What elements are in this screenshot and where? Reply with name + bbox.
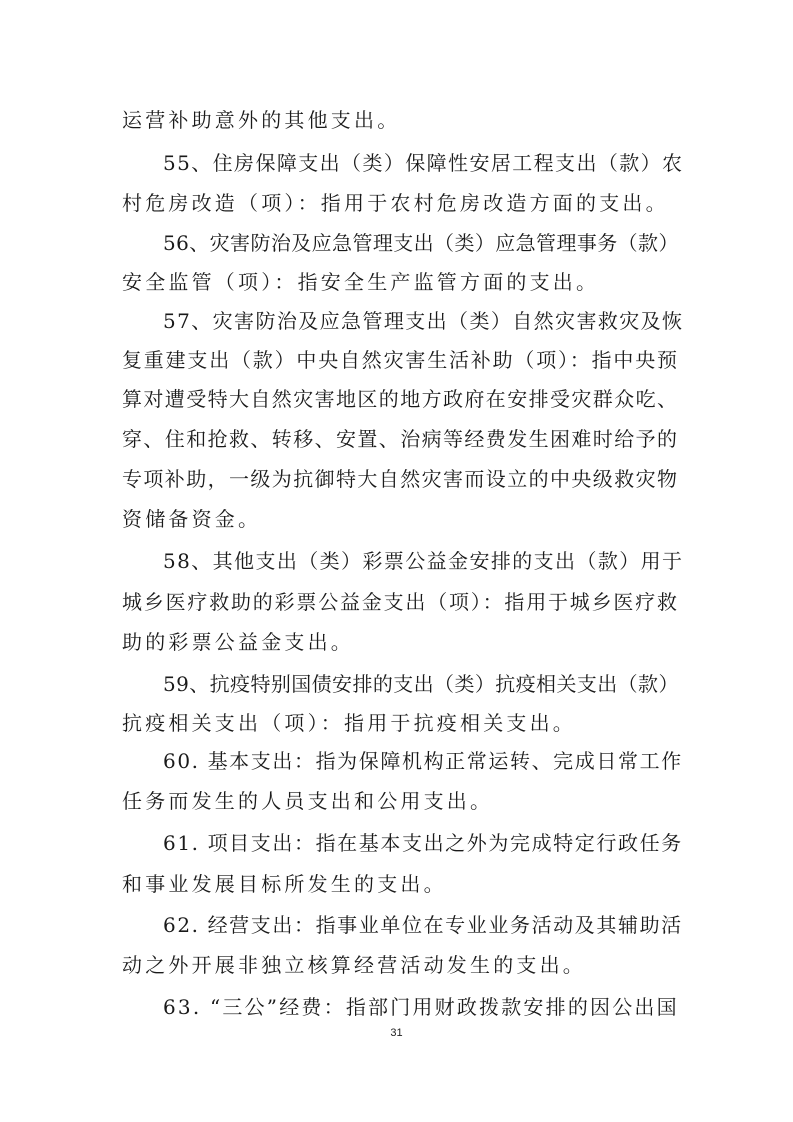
text-line: 58、其他支出（类）彩票公益金安排的支出（款）用于: [163, 549, 684, 573]
text-line: 55、住房保障支出（类）保障性安居工程支出（款）农: [163, 151, 684, 175]
text-line: 助的彩票公益金支出。: [122, 630, 354, 654]
text-line: 63. “三公”经费：指部门用财政拨款安排的因公出国: [163, 995, 679, 1019]
text-line: 资储备资金。: [122, 507, 262, 531]
text-line: 56、灾害防治及应急管理支出（类）应急管理事务（款）: [163, 231, 679, 255]
text-line: 抗疫相关支出（项）：指用于抗疫相关支出。: [122, 711, 576, 735]
page-number: 31: [390, 1027, 403, 1039]
text-line: 62. 经营支出：指事业单位在专业业务活动及其辅助活: [163, 913, 683, 937]
text-line: 运营补助意外的其他支出。: [122, 108, 401, 132]
text-line: 61. 项目支出：指在基本支出之外为完成特定行政任务: [163, 831, 683, 855]
text-line: 复重建支出（款）中央自然灾害生活补助（项）：指中央预: [122, 348, 679, 372]
text-line: 村危房改造（项）：指用于农村危房改造方面的支出。: [122, 191, 669, 215]
text-line: 任务而发生的人员支出和公用支出。: [122, 789, 494, 813]
text-line: 57、灾害防治及应急管理支出（类）自然灾害救灾及恢: [163, 309, 684, 333]
text-line: 动之外开展非独立核算经营活动发生的支出。: [122, 953, 586, 977]
text-line: 城乡医疗救助的彩票公益金支出（项）：指用于城乡医疗救: [122, 590, 679, 614]
text-line: 安全监管（项）：指安全生产监管方面的支出。: [122, 270, 600, 294]
text-line: 和事业发展目标所发生的支出。: [122, 872, 447, 896]
text-line: 算对遭受特大自然灾害地区的地方政府在安排受灾群众吃、: [122, 387, 679, 411]
text-line: 60. 基本支出：指为保障机构正常运转、完成日常工作: [163, 749, 683, 773]
text-line: 59、抗疫特别国债安排的支出（类）抗疫相关支出（款）: [163, 672, 679, 696]
text-line: 穿、住和抢救、转移、安置、治病等经费发生困难时给予的: [122, 427, 679, 451]
text-line: 专项补助，一级为抗御特大自然灾害而设立的中央级救灾物: [122, 467, 679, 491]
